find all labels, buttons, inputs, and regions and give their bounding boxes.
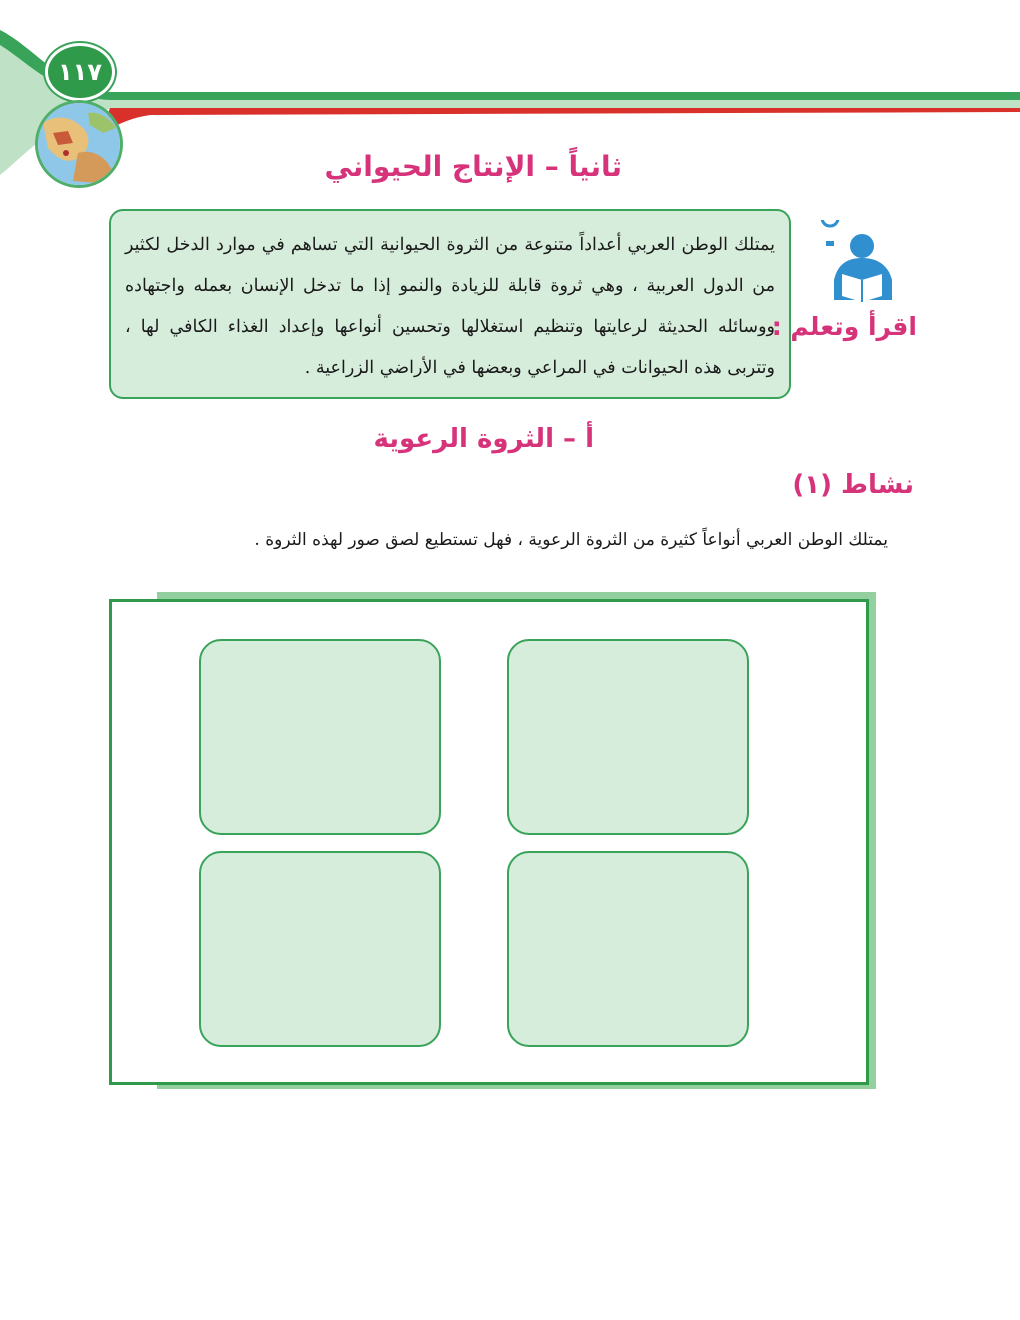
read-learn-box	[109, 209, 791, 399]
page-number: ١١٧	[45, 43, 115, 101]
photo-slot[interactable]	[199, 851, 441, 1047]
map-thumbnail-icon	[35, 100, 123, 188]
photo-slot[interactable]	[199, 639, 441, 835]
activity-text: يمتلك الوطن العربي أنواعاً كثيرة من الثروة الرعوية ، فهل تستطيع لصق صور لهذه الثروة .	[254, 530, 888, 550]
read-learn-text: يمتلك الوطن العربي أعداداً متنوعة من الثروة الحيوانية التي تساهم في موارد الدخل لكثير من الدول العربية ، وهي ثروة قابلة للزيادة والنمو إذا ما تدخل الإنسان بعمله واجتهاده ووسائله الحديثة لرعايتها وتنظيم استغلالها وتحسين أنواعها وإعداد الغذاء الكافي لها ، وتتربى هذه الحيوانات في المراعي وبعضها في الأراضي الزراعية .	[125, 235, 775, 378]
read-learn-label: اقرأ وتعلم :	[771, 312, 917, 341]
reader-lightbulb-icon	[816, 220, 900, 306]
picture-frame	[109, 599, 869, 1085]
section-title: ثانياً – الإنتاج الحيواني	[324, 150, 622, 183]
photo-slot[interactable]	[507, 851, 749, 1047]
photo-slot[interactable]	[507, 639, 749, 835]
activity-title: نشاط (١)	[792, 470, 914, 500]
subsection-title: أ – الثروة الرعوية	[373, 424, 594, 454]
